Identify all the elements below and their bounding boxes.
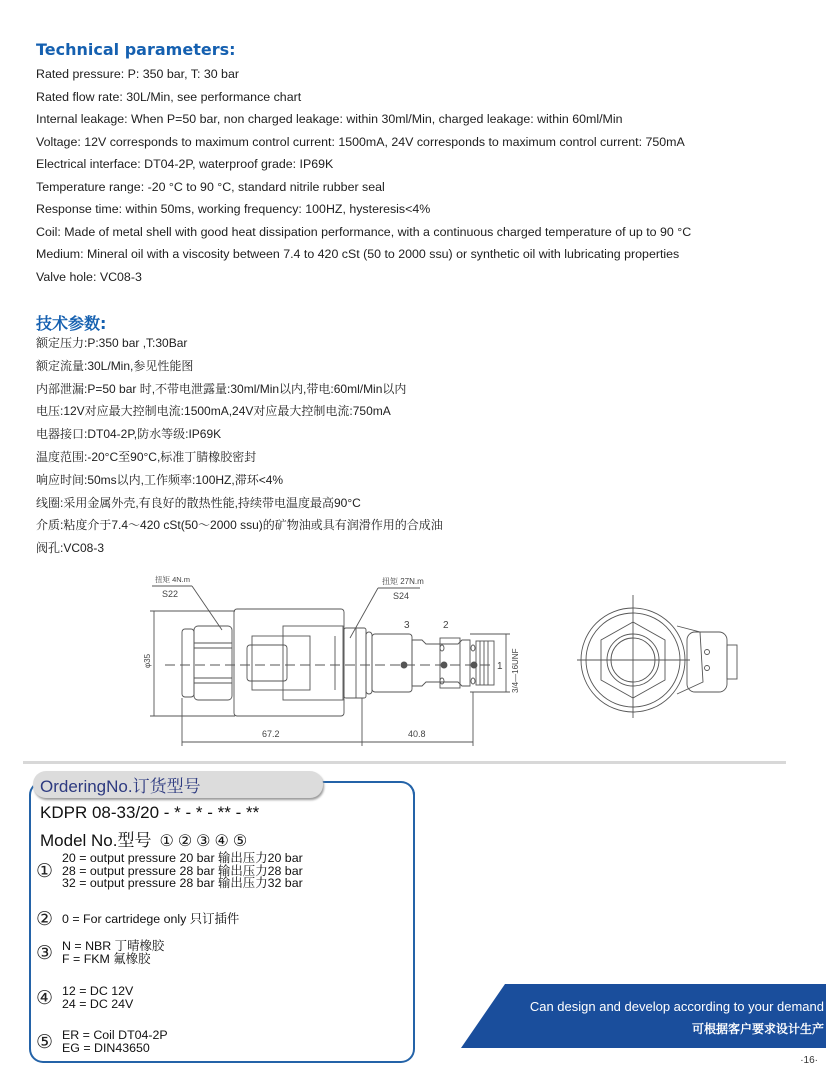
cartridge-spool [412,640,470,686]
length-right-label: 40.8 [408,729,426,739]
option-line: F = FKM 氟橡胶 [62,951,151,966]
custom-design-banner [461,984,826,1048]
page-number: ·16· [800,1055,818,1066]
option-line: 20 = output pressure 20 bar 输出压力20 bar [62,851,303,865]
diameter-label: φ35 [143,653,152,668]
technical-parameters-title-cn: 技术参数: [36,314,107,333]
technical-parameters-list-cn [36,332,443,560]
port-3-label: 3 [404,620,410,631]
ordering-tab-label: OrderingNo.订货型号 [40,777,201,796]
param-cn-internal-leakage: 内部泄漏:P=50 bar 时,不带电泄露量:30ml/Min以内,带电:60ml/Min以内 [36,381,407,396]
param-cn-rated-pressure: 额定压力:P:350 bar ,T:30Bar [36,336,188,350]
param-cn-valve-hole: 阀孔:VC08-3 [36,541,105,556]
nut [194,626,232,700]
option-line: N = NBR 丁晴橡胶 [62,939,165,953]
param-cn-rated-flow: 额定流量:30L/Min,参见性能图 [36,358,194,373]
option-group-voltage [36,985,133,1010]
param-rated-pressure: Rated pressure: P: 350 bar, T: 30 bar [36,67,239,81]
param-response-time: Response time: within 50ms, working frequency: 100HZ, hysteresis<4% [36,202,431,216]
option-number: ② [36,908,54,930]
param-cn-response-time: 响应时间:50ms以内,工作频率:100HZ,滞环<4% [36,472,284,487]
option-number: ① [36,859,54,882]
thread-label: 3/4—16UNF [511,648,520,693]
param-electrical-interface: Electrical interface: DT04-2P, waterproof grade: IP69K [36,157,334,171]
model-code: KDPR 08-33/20 - * - * - ** - ** [40,803,260,822]
wrench-left-label: S22 [162,589,179,599]
option-line: ER = Coil DT04-2P [62,1028,168,1042]
option-line: 12 = DC 12V [62,984,134,998]
param-cn-temperature-range: 温度范围:-20°C至90°C,标准丁腈橡胶密封 [36,449,257,464]
option-number: ⑤ [36,1030,54,1053]
option-group-cartridge [36,908,239,930]
option-line: 24 = DC 24V [62,996,134,1011]
hex-s24 [344,628,366,698]
technical-parameters-title: Technical parameters: [36,40,236,59]
param-temperature-range: Temperature range: -20 °C to 90 °C, standard nitrile rubber seal [36,179,385,194]
model-no-label: Model No.型号 [40,831,152,850]
option-line: 0 = For cartridege only 只订插件 [62,911,240,926]
connector-dt04 [687,632,727,692]
param-cn-medium: 介质:粘度介于7.4～420 cSt(50～2000 ssu)的矿物油或具有润滑作用的合成油 [36,518,443,533]
port-2-label: 2 [443,620,449,631]
model-no-positions: ①②③④⑤ [159,831,252,850]
connector-pin [705,650,710,655]
param-cn-voltage: 电压:12V对应最大控制电流:1500mA,24V对应最大控制电流:750mA [36,404,391,419]
leader-line [192,586,222,630]
technical-parameters-list-en [36,63,691,288]
torque-left-label: 扭矩 4N.m [155,575,191,584]
torque-right-label: 扭矩 27N.m [382,577,424,586]
param-cn-electrical-interface: 电器接口:DT04-2P,防水等级:IP69K [36,427,222,442]
wrench-right-label: S24 [393,591,410,601]
param-rated-flow: Rated flow rate: 30L/Min, see performance chart [36,89,302,104]
banner-background [461,984,826,1048]
section-divider [23,761,786,764]
banner-text-en: Can design and develop according to your demand [529,999,824,1014]
param-cn-coil: 线圈:采用金属外壳,有良好的散热性能,持续带电温度最高90°C [36,495,361,510]
length-left-label: 67.2 [262,729,280,739]
option-group-pressure [36,852,303,890]
port-1-label: 1 [497,661,503,672]
leader-line [350,588,378,638]
connector-pin [705,666,710,671]
option-number: ④ [36,986,54,1009]
option-group-seal [36,940,164,965]
valve-side-view-drawing [140,568,520,753]
banner-text-cn: 可根据客户要求设计生产 [691,1022,824,1036]
param-internal-leakage: Internal leakage: When P=50 bar, non charged leakage: within 30ml/Min, charged leakage: within 60ml/Min [36,112,623,126]
param-voltage: Voltage: 12V corresponds to maximum control current: 1500mA, 24V corresponds to maximum control current: 750mA [36,134,685,149]
option-group-connector [36,1029,168,1054]
model-no-row [40,826,251,851]
param-medium: Medium: Mineral oil with a viscosity between 7.4 to 420 cSt (50 to 2000 ssu) or synthetic oil with lubricating properties [36,247,680,261]
option-number: ③ [36,941,54,964]
valve-end-view-drawing [575,590,775,725]
param-coil: Coil: Made of metal shell with good heat dissipation performance, with a continuous charged temperature of up to 90 °C [36,224,692,239]
option-line: 32 = output pressure 28 bar 输出压力32 bar [62,876,303,890]
option-line: 28 = output pressure 28 bar 输出压力28 bar [62,863,303,878]
option-line: EG = DIN43650 [62,1040,150,1055]
param-valve-hole: Valve hole: VC08-3 [36,269,142,284]
